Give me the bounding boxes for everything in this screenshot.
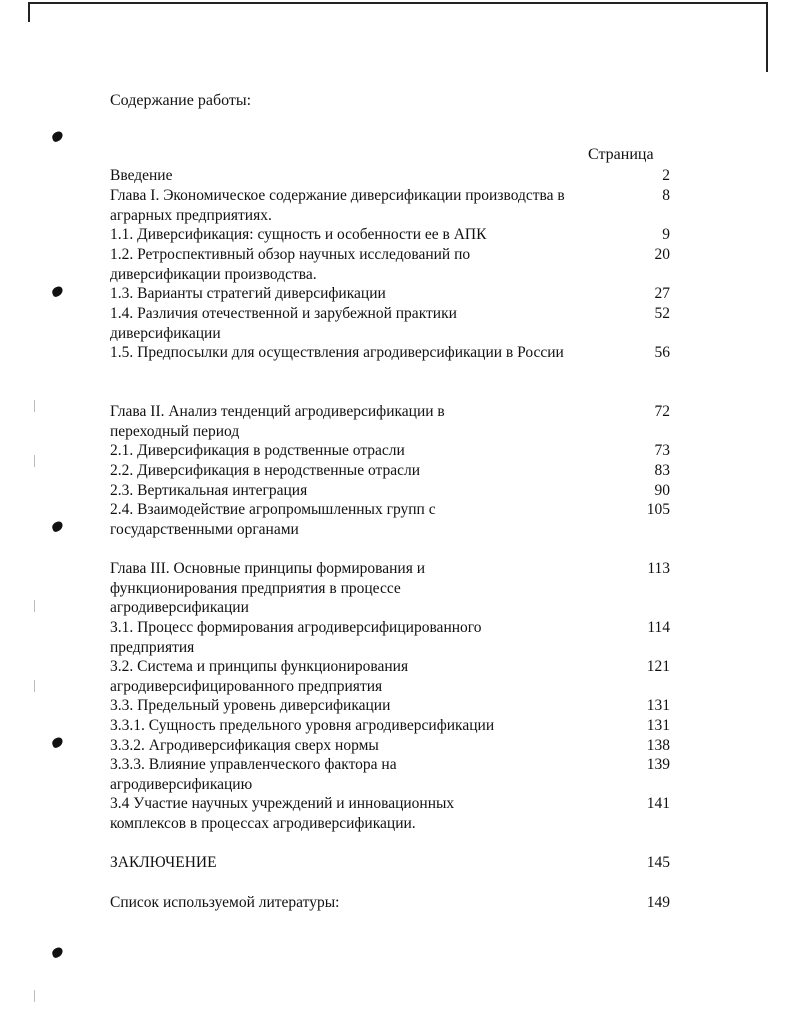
toc-entry <box>110 696 670 716</box>
toc-entry-page: 114 <box>647 619 670 636</box>
punch-hole-mark <box>51 130 65 143</box>
toc-entry-page: 20 <box>654 246 670 263</box>
scan-border-left <box>28 2 30 22</box>
toc-entry-title: 2.4. Взаимодействие агропромышленных групп с государственными органами <box>110 501 436 538</box>
toc-entry-page: 72 <box>654 403 670 420</box>
toc-entry-page: 2 <box>662 167 670 184</box>
toc-entry <box>110 853 670 873</box>
margin-tick <box>34 600 35 612</box>
toc-entry-title: Список используемой литературы: <box>110 894 340 911</box>
toc-entry <box>110 500 670 539</box>
toc-entry <box>110 618 670 657</box>
toc-entry-page: 145 <box>646 854 670 871</box>
toc-entry-title: Глава II. Анализ тенденций агродиверсификации в переходный период <box>110 403 445 440</box>
toc-entry-page: 73 <box>654 442 670 459</box>
toc-entry-title: Введение <box>110 167 173 184</box>
toc-entry-title: 1.2. Ретроспективный обзор научных исследований по диверсификации производства. <box>110 246 471 283</box>
toc-entry <box>110 461 670 481</box>
toc-entry-page: 105 <box>646 501 670 518</box>
margin-tick <box>34 680 35 692</box>
toc-entry <box>110 186 670 225</box>
toc-entry <box>110 441 670 461</box>
toc-entry-page: 121 <box>646 658 670 675</box>
punch-hole-mark <box>51 285 65 298</box>
toc-entry-title: 3.1. Процесс формирования агродиверсифицированного предприятия <box>110 619 482 656</box>
toc-entry-title: 3.3. Предельный уровень диверсификации <box>110 697 391 714</box>
toc-entry <box>110 893 670 913</box>
toc-entry <box>110 402 670 441</box>
toc-entry <box>110 304 670 343</box>
toc-entry <box>110 225 670 245</box>
toc-entry-page: 8 <box>662 187 670 204</box>
toc-entry-title: 3.3.3. Влияние управленческого фактора на агродиверсификацию <box>110 756 397 793</box>
toc-entry <box>110 657 670 696</box>
toc-entry <box>110 559 670 618</box>
toc-entry-title: 1.3. Варианты стратегий диверсификации <box>110 285 386 302</box>
page-column-header: Страница <box>588 146 654 163</box>
toc-entry-title: 3.3.2. Агродиверсификация сверх нормы <box>110 737 379 754</box>
toc-entry-page: 149 <box>646 894 670 911</box>
toc-entry-title: Глава III. Основные принципы формирования и функционирования предприятия в процессе агродиверсификации <box>110 560 426 617</box>
toc-entry-title: 3.2. Система и принципы функционирования агродиверсифицированного предприятия <box>110 658 409 695</box>
toc-entry-title: 2.2. Диверсификация в неродственные отрасли <box>110 462 421 479</box>
toc-entry-page: 27 <box>654 285 670 302</box>
toc-entry-page: 83 <box>654 462 670 479</box>
punch-hole-mark <box>51 736 65 749</box>
toc-entry-page: 141 <box>646 795 670 812</box>
toc-entry-title: 1.4. Различия отечественной и зарубежной практики диверсификации <box>110 305 457 342</box>
toc-entry-title: 3.3.1. Сущность предельного уровня агродиверсификации <box>110 717 495 734</box>
toc-entry-page: 131 <box>646 697 670 714</box>
margin-tick <box>34 455 35 467</box>
toc-entry <box>110 481 670 501</box>
punch-hole-mark <box>51 946 65 959</box>
toc-entry-page: 52 <box>654 305 670 322</box>
scan-border-right <box>766 2 768 72</box>
page-title: Содержание работы: <box>110 92 252 109</box>
toc-entry-page: 138 <box>646 737 670 754</box>
toc-entry-title: 1.1. Диверсификация: сущность и особенности ее в АПК <box>110 226 487 243</box>
toc-entry-title: Глава I. Экономическое содержание диверсификации производства в аграрных предприятиях. <box>110 187 565 224</box>
margin-tick <box>34 400 35 412</box>
toc-entry <box>110 284 670 304</box>
punch-hole-mark <box>51 520 65 533</box>
toc-entry <box>110 736 670 756</box>
toc-entry-title: 2.1. Диверсификация в родственные отрасли <box>110 442 405 459</box>
toc-entry-page: 9 <box>662 226 670 243</box>
toc-entry-title: 2.3. Вертикальная интеграция <box>110 482 308 499</box>
toc-entry <box>110 245 670 284</box>
toc-entry <box>110 755 670 794</box>
toc-entry-title: 1.5. Предпосылки для осуществления агродиверсификации в России <box>110 344 564 361</box>
toc-entry-page: 139 <box>646 756 670 773</box>
scan-border-top <box>28 2 768 4</box>
toc-entry-title: ЗАКЛЮЧЕНИЕ <box>110 854 217 871</box>
margin-tick <box>34 990 35 1002</box>
toc-entry <box>110 166 670 186</box>
toc-entry-page: 56 <box>654 344 670 361</box>
toc-entry-page: 113 <box>647 560 670 577</box>
toc-entry-title: 3.4 Участие научных учреждений и инновационных комплексов в процессах агродиверсификации. <box>110 795 455 832</box>
toc-entry-page: 131 <box>646 717 670 734</box>
toc-entry <box>110 794 670 833</box>
toc-entry <box>110 343 670 363</box>
toc-entry <box>110 716 670 736</box>
toc-entry-page: 90 <box>654 482 670 499</box>
